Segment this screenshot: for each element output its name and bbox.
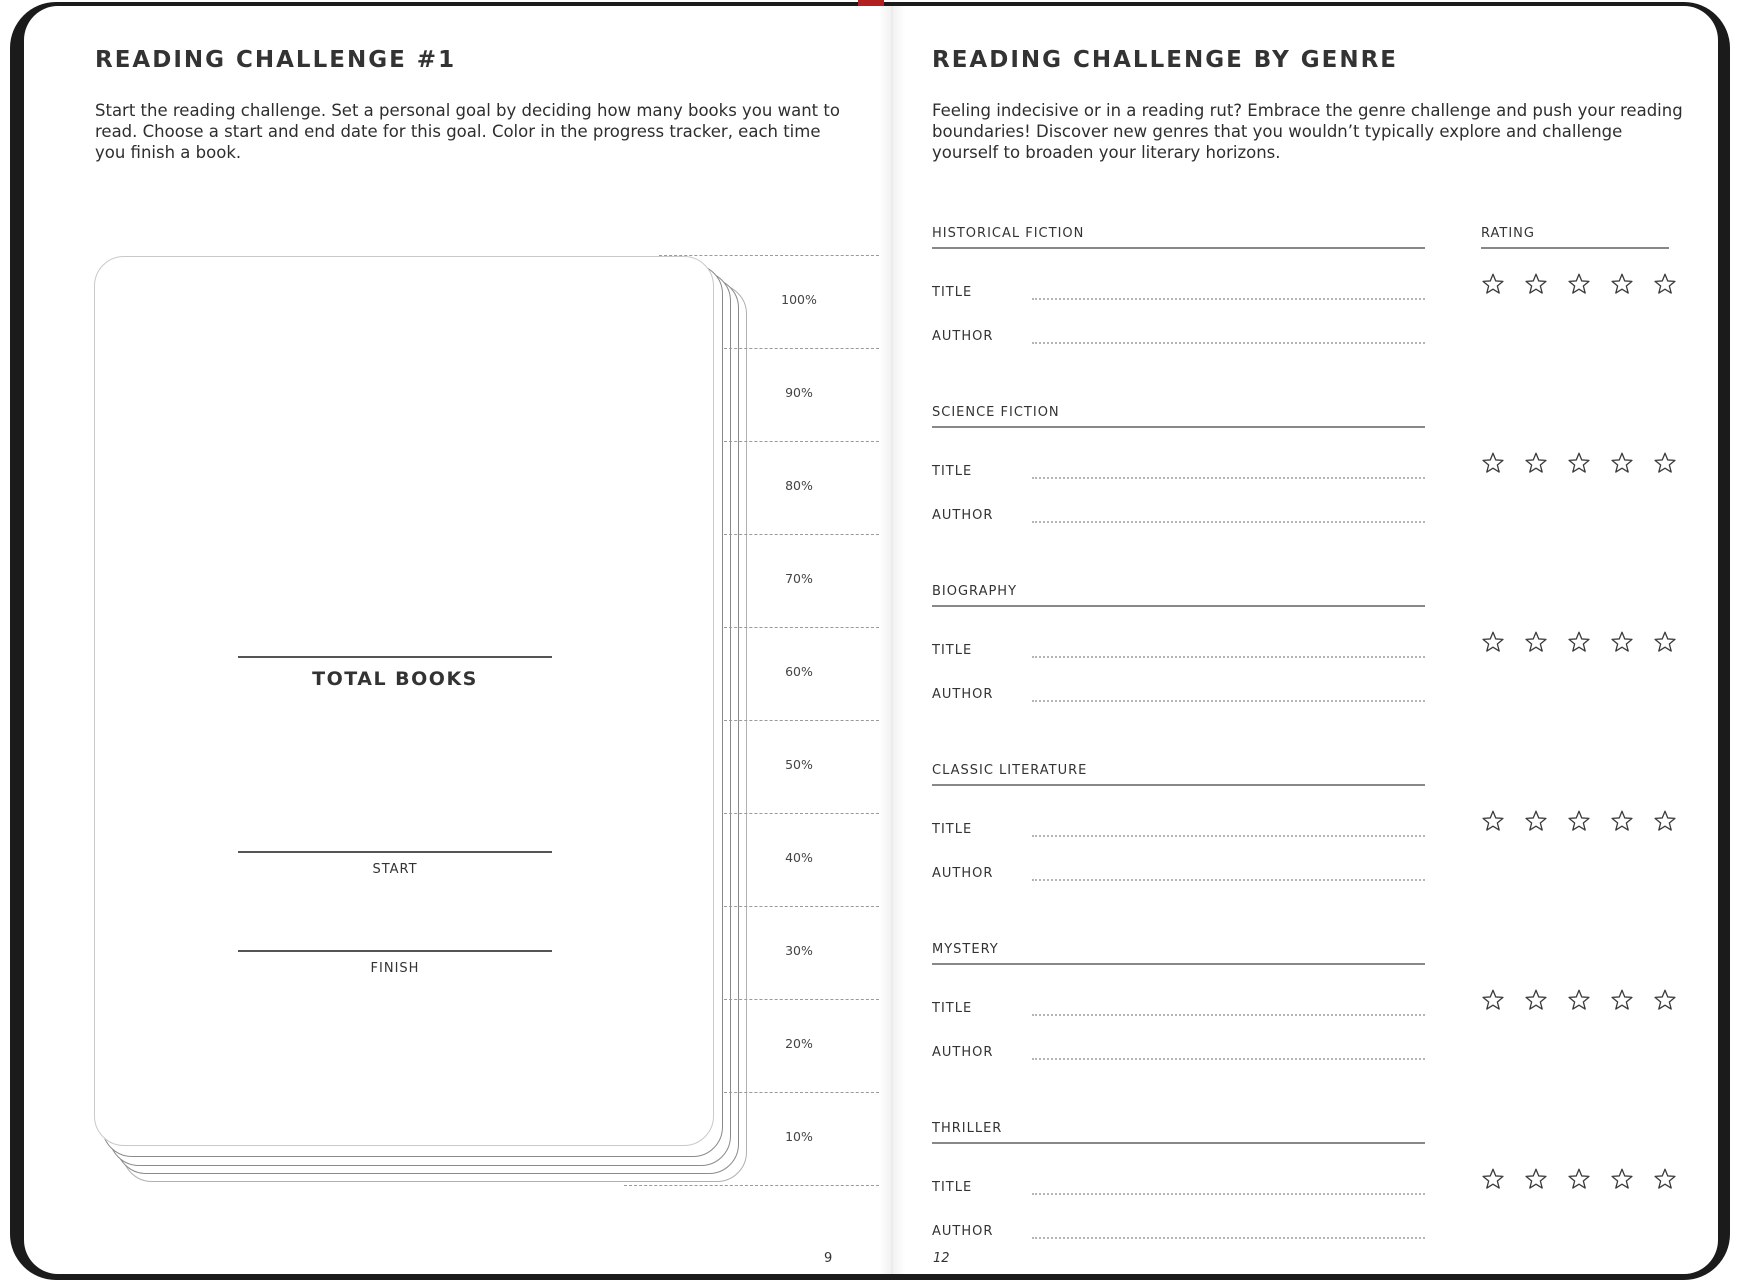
star-outline-icon[interactable] [1567,272,1591,296]
genre-rule [932,426,1425,428]
left-page [24,6,879,1274]
finish-date-line[interactable] [238,950,552,952]
tracker-label: 20% [785,1036,813,1051]
star-outline-icon[interactable] [1481,272,1505,296]
start-label: START [372,862,418,877]
star-outline-icon[interactable] [1524,988,1548,1012]
author-label: AUTHOR [932,329,994,344]
start-date-line[interactable] [238,851,552,853]
genre-name: THRILLER [932,1121,1003,1136]
tracker-line [724,906,879,907]
star-outline-icon[interactable] [1524,630,1548,654]
star-outline-icon[interactable] [1610,630,1634,654]
author-label: AUTHOR [932,508,994,523]
genre-rule [932,784,1425,786]
star-outline-icon[interactable] [1524,809,1548,833]
tracker-label: 10% [785,1129,813,1144]
tracker-label: 40% [785,850,813,865]
author-label: AUTHOR [932,866,994,881]
title-field[interactable] [1032,835,1425,837]
genre-rule [932,1142,1425,1144]
star-rating [1481,809,1677,833]
tracker-line [724,348,879,349]
star-rating [1481,630,1677,654]
genre-name: SCIENCE FICTION [932,405,1060,420]
author-field[interactable] [1032,879,1425,881]
star-outline-icon[interactable] [1567,1167,1591,1191]
page-title: READING CHALLENGE BY GENRE [932,47,1398,73]
author-label: AUTHOR [932,687,994,702]
star-outline-icon[interactable] [1481,988,1505,1012]
genre-name: CLASSIC LITERATURE [932,763,1088,778]
tracker-label: 50% [785,757,813,772]
title-label: TITLE [932,1180,973,1195]
right-page [879,6,1718,1274]
page-number: 12 [933,1251,950,1266]
star-outline-icon[interactable] [1481,630,1505,654]
title-field[interactable] [1032,477,1425,479]
finish-label: FINISH [370,961,420,976]
genre-name: MYSTERY [932,942,999,957]
tracker-label: 60% [785,664,813,679]
star-outline-icon[interactable] [1567,988,1591,1012]
intro-text: Start the reading challenge. Set a personal goal by deciding how many books you want to read. Choose a start and end date for this goal. Color in the progress tracker, each time you finish a book. [95,101,840,162]
star-outline-icon[interactable] [1567,809,1591,833]
star-outline-icon[interactable] [1610,809,1634,833]
title-label: TITLE [932,643,973,658]
tracker-line [724,813,879,814]
star-outline-icon[interactable] [1653,451,1677,475]
page-number: 9 [824,1251,833,1266]
star-outline-icon[interactable] [1481,809,1505,833]
tracker-line [724,534,879,535]
star-outline-icon[interactable] [1653,1167,1677,1191]
author-label: AUTHOR [932,1224,994,1239]
star-rating [1481,451,1677,475]
author-field[interactable] [1032,700,1425,702]
star-outline-icon[interactable] [1481,451,1505,475]
rating-rule [1481,247,1669,249]
tracker-line [724,627,879,628]
star-outline-icon[interactable] [1610,1167,1634,1191]
author-field[interactable] [1032,1237,1425,1239]
title-label: TITLE [932,822,973,837]
genre-rule [932,963,1425,965]
star-rating [1481,1167,1677,1191]
star-outline-icon[interactable] [1610,988,1634,1012]
author-field[interactable] [1032,342,1425,344]
star-outline-icon[interactable] [1567,630,1591,654]
tracker-label: 100% [781,292,817,307]
author-label: AUTHOR [932,1045,994,1060]
title-label: TITLE [932,1001,973,1016]
tracker-line [724,1092,879,1093]
star-outline-icon[interactable] [1481,1167,1505,1191]
star-rating [1481,988,1677,1012]
tracker-line [724,441,879,442]
genre-rule [932,247,1425,249]
title-field[interactable] [1032,1193,1425,1195]
genre-name: BIOGRAPHY [932,584,1018,599]
star-outline-icon[interactable] [1610,272,1634,296]
star-outline-icon[interactable] [1653,630,1677,654]
tracker-label: 30% [785,943,813,958]
title-field[interactable] [1032,656,1425,658]
author-field[interactable] [1032,1058,1425,1060]
star-outline-icon[interactable] [1524,451,1548,475]
tracker-line [659,255,879,256]
tracker-label: 80% [785,478,813,493]
rating-header: RATING [1481,226,1535,241]
title-label: TITLE [932,285,973,300]
author-field[interactable] [1032,521,1425,523]
star-outline-icon[interactable] [1653,988,1677,1012]
page-title: READING CHALLENGE #1 [95,47,457,73]
tracker-label: 70% [785,571,813,586]
title-field[interactable] [1032,298,1425,300]
tracker-line [724,999,879,1000]
intro-text: Feeling indecisive or in a reading rut? Embrace the genre challenge and push your reading boundaries! Discover new genres that you wouldn’t typically explore and challenge yourself to broaden your literary horizons. [932,101,1683,162]
tracker-line [624,1185,879,1186]
total-books-line[interactable] [238,656,552,658]
total-books-card [94,256,714,1146]
star-outline-icon[interactable] [1524,1167,1548,1191]
star-outline-icon[interactable] [1653,809,1677,833]
total-books-label: TOTAL BOOKS [312,668,478,690]
title-field[interactable] [1032,1014,1425,1016]
genre-name: HISTORICAL FICTION [932,226,1085,241]
star-outline-icon[interactable] [1653,272,1677,296]
tracker-label: 90% [785,385,813,400]
star-outline-icon[interactable] [1610,451,1634,475]
star-outline-icon[interactable] [1567,451,1591,475]
star-rating [1481,272,1677,296]
notebook-spread [24,6,1718,1274]
tracker-line [724,720,879,721]
star-outline-icon[interactable] [1524,272,1548,296]
title-label: TITLE [932,464,973,479]
genre-rule [932,605,1425,607]
